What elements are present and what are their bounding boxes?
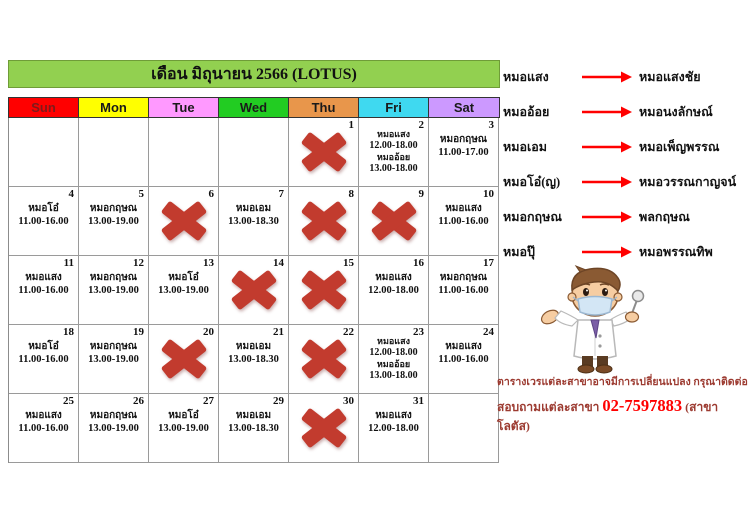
shift-time: 12.00-18.00 — [369, 346, 418, 358]
day-cell-1 — [289, 118, 359, 187]
closed-marker — [289, 394, 358, 462]
shift-time: 13.00-18.30 — [228, 216, 279, 227]
closed-x-icon — [157, 198, 211, 244]
day-cell-22 — [289, 325, 359, 394]
day-cell-3 — [429, 118, 499, 187]
doctor-fullname: หมอเพ็ญพรรณ — [639, 140, 720, 154]
shift-time: 13.00-19.00 — [158, 285, 209, 296]
day-cell-21 — [219, 325, 289, 394]
doctor-nickname: หมอปุ๊ — [503, 245, 535, 259]
shift-time: 13.00-19.00 — [88, 354, 139, 365]
shift-time: 11.00-16.00 — [438, 285, 489, 296]
legend-arrow-icon — [581, 246, 633, 258]
doctor-name: หมอแสง — [25, 272, 62, 283]
date-number: 27 — [203, 395, 214, 407]
day-cell-26 — [79, 394, 149, 463]
day-header-sat: Sat — [429, 98, 499, 117]
day-cell-27 — [149, 394, 219, 463]
branch-label: (สาขาโลตัส) — [497, 399, 719, 433]
schedule-disclaimer: ตารางเวรแต่ละสาขาอาจมีการเปลี่ยนแปลง กรุณาติดต่อ — [497, 377, 748, 388]
doctor-fullname: หมอนงลักษณ์ — [639, 105, 713, 119]
doctor-name: หมอกฤษณ — [439, 272, 488, 283]
doctor-name: หมอโอ๋ — [28, 203, 59, 214]
date-number: 14 — [273, 257, 284, 269]
date-number: 25 — [63, 395, 74, 407]
date-number: 24 — [483, 326, 494, 338]
date-number: 22 — [343, 326, 354, 338]
closed-x-icon — [297, 405, 351, 451]
shift-time: 13.00-19.00 — [88, 285, 139, 296]
day-cell-6 — [149, 187, 219, 256]
day-cell-20 — [149, 325, 219, 394]
closed-x-icon — [297, 267, 351, 313]
calendar-grid — [8, 118, 500, 463]
legend-row — [503, 171, 736, 193]
doctor-name: หมอเอม — [235, 203, 272, 214]
date-number: 11 — [63, 257, 74, 269]
doctor-name: หมอกฤษณ — [89, 203, 138, 214]
shift-time: 13.00-18.00 — [369, 369, 418, 381]
closed-marker — [149, 325, 218, 393]
date-number: 20 — [203, 326, 214, 338]
doctor-name: หมอโอ๋ — [168, 272, 199, 283]
doctor-name: หมอโอ๋ — [168, 410, 199, 421]
date-number: 19 — [133, 326, 144, 338]
date-number: 29 — [273, 395, 284, 407]
closed-x-icon — [157, 336, 211, 382]
date-number: 8 — [348, 188, 354, 200]
day-cell-15 — [289, 256, 359, 325]
shift-time: 13.00-19.00 — [88, 423, 139, 434]
shift-time: 11.00-17.00 — [438, 147, 489, 158]
calendar-title: เดือน มิถุนายน 2566 (LOTUS) — [8, 60, 500, 88]
day-header-wed: Wed — [219, 98, 289, 117]
legend-arrow-icon — [581, 211, 633, 223]
contact-line — [497, 396, 749, 436]
doctor-fullname: หมอวรรณกาญจน์ — [639, 175, 737, 189]
shift-time: 11.00-16.00 — [18, 216, 69, 227]
day-cell-29 — [219, 394, 289, 463]
phone-number: 02-7597883 — [602, 395, 683, 415]
day-cell-13 — [149, 256, 219, 325]
doctor-nickname: หมออ้อย — [503, 105, 550, 119]
date-number: 5 — [138, 188, 144, 200]
day-cell-19 — [79, 325, 149, 394]
day-header-fri: Fri — [359, 98, 429, 117]
doctor-fullname: หมอแสงชัย — [639, 70, 701, 84]
doctor-nickname: หมอกฤษณ — [503, 210, 562, 224]
closed-marker — [289, 325, 358, 393]
day-cell-2 — [359, 118, 429, 187]
doctor-name: หมอกฤษณ — [439, 134, 488, 145]
day-header-mon: Mon — [79, 98, 149, 117]
date-number: 10 — [483, 188, 494, 200]
closed-x-icon — [297, 198, 351, 244]
date-number: 21 — [273, 326, 284, 338]
day-cell-5 — [79, 187, 149, 256]
date-number: 30 — [343, 395, 354, 407]
day-cell-8 — [289, 187, 359, 256]
closed-marker — [289, 256, 358, 324]
shift-time: 11.00-16.00 — [18, 423, 69, 434]
closed-marker — [359, 187, 428, 255]
date-number: 15 — [343, 257, 354, 269]
legend-row — [503, 101, 736, 123]
shift-time: 11.00-16.00 — [438, 216, 489, 227]
doctor-name: หมออ้อย — [376, 151, 411, 162]
shift-time: 11.00-16.00 — [438, 354, 489, 365]
date-number: 31 — [413, 395, 424, 407]
date-number: 16 — [413, 257, 424, 269]
day-cell-empty — [9, 118, 79, 187]
date-number: 26 — [133, 395, 144, 407]
day-cell-17 — [429, 256, 499, 325]
day-cell-23 — [359, 325, 429, 394]
shift-time: 13.00-18.30 — [228, 354, 279, 365]
doctor-fullname: พลกฤษณ — [639, 210, 690, 224]
date-number: 17 — [483, 257, 494, 269]
legend-row — [503, 206, 736, 228]
doctor-cartoon-image — [534, 264, 656, 376]
closed-marker — [289, 187, 358, 255]
closed-marker — [219, 256, 288, 324]
legend-arrow-icon — [581, 106, 633, 118]
closed-x-icon — [227, 267, 281, 313]
shift-time: 13.00-18.00 — [369, 162, 418, 174]
legend-row — [503, 136, 736, 158]
footer-note — [497, 376, 749, 436]
day-header-row — [8, 97, 500, 118]
date-number: 4 — [68, 188, 74, 200]
doctor-name: หมอแสง — [377, 129, 410, 139]
day-cell-11 — [9, 256, 79, 325]
doctor-fullname: หมอพรรณทิพ — [639, 245, 713, 259]
day-cell-30 — [289, 394, 359, 463]
date-number: 6 — [208, 188, 214, 200]
date-number: 9 — [418, 188, 424, 200]
day-cell-empty — [79, 118, 149, 187]
day-header-tue: Tue — [149, 98, 219, 117]
date-number: 18 — [63, 326, 74, 338]
shift-time: 12.00-18.00 — [368, 285, 419, 296]
closed-x-icon — [297, 129, 351, 175]
shift-time: 12.00-18.00 — [369, 139, 418, 151]
doctor-nickname: หมอเอม — [503, 140, 548, 154]
day-cell-18 — [9, 325, 79, 394]
day-cell-14 — [219, 256, 289, 325]
date-number: 2 — [418, 119, 424, 131]
date-number: 23 — [413, 326, 424, 338]
doctor-legend — [503, 66, 736, 263]
contact-prefix: สอบถามแต่ละสาขา — [497, 399, 603, 414]
day-cell-25 — [9, 394, 79, 463]
closed-x-icon — [297, 336, 351, 382]
legend-row — [503, 66, 736, 88]
day-header-thu: Thu — [289, 98, 359, 117]
doctor-name: หมอแสง — [375, 410, 412, 421]
day-cell-empty — [429, 394, 499, 463]
doctor-name: หมอกฤษณ — [89, 410, 138, 421]
day-cell-empty — [219, 118, 289, 187]
shift-time: 13.00-18.30 — [228, 423, 279, 434]
day-cell-7 — [219, 187, 289, 256]
legend-arrow-icon — [581, 176, 633, 188]
date-number: 1 — [348, 119, 354, 131]
shift-time: 13.00-19.00 — [158, 423, 209, 434]
doctor-nickname: หมอโอ๋(ญ) — [503, 175, 561, 189]
day-cell-12 — [79, 256, 149, 325]
date-number: 3 — [488, 119, 494, 131]
doctor-name: หมอกฤษณ — [89, 341, 138, 352]
doctor-name: หมอแสง — [25, 410, 62, 421]
doctor-name: หมอกฤษณ — [89, 272, 138, 283]
closed-x-icon — [367, 198, 421, 244]
face-mask — [578, 297, 612, 316]
day-header-sun: Sun — [9, 98, 79, 117]
shift-time: 11.00-16.00 — [18, 285, 69, 296]
date-number: 13 — [203, 257, 214, 269]
day-cell-empty — [149, 118, 219, 187]
shift-time: 13.00-19.00 — [88, 216, 139, 227]
doctor-name: หมอแสง — [445, 203, 482, 214]
day-cell-16 — [359, 256, 429, 325]
day-cell-4 — [9, 187, 79, 256]
date-number: 12 — [133, 257, 144, 269]
doctor-name: หมอโอ๋ — [28, 341, 59, 352]
legend-row — [503, 241, 736, 263]
doctor-nickname: หมอแสง — [503, 70, 549, 84]
date-number: 7 — [278, 188, 284, 200]
day-cell-10 — [429, 187, 499, 256]
doctor-name: หมออ้อย — [376, 358, 411, 369]
calendar — [8, 60, 500, 463]
closed-marker — [149, 187, 218, 255]
shift-time: 12.00-18.00 — [368, 423, 419, 434]
doctor-name: หมอแสง — [445, 341, 482, 352]
day-cell-31 — [359, 394, 429, 463]
day-cell-24 — [429, 325, 499, 394]
doctor-name: หมอเอม — [235, 410, 272, 421]
doctor-name: หมอแสง — [377, 336, 410, 346]
doctor-name: หมอแสง — [375, 272, 412, 283]
doctor-name: หมอเอม — [235, 341, 272, 352]
closed-marker — [289, 118, 358, 186]
legend-arrow-icon — [581, 141, 633, 153]
day-cell-9 — [359, 187, 429, 256]
legend-arrow-icon — [581, 71, 633, 83]
shift-time: 11.00-16.00 — [18, 354, 69, 365]
